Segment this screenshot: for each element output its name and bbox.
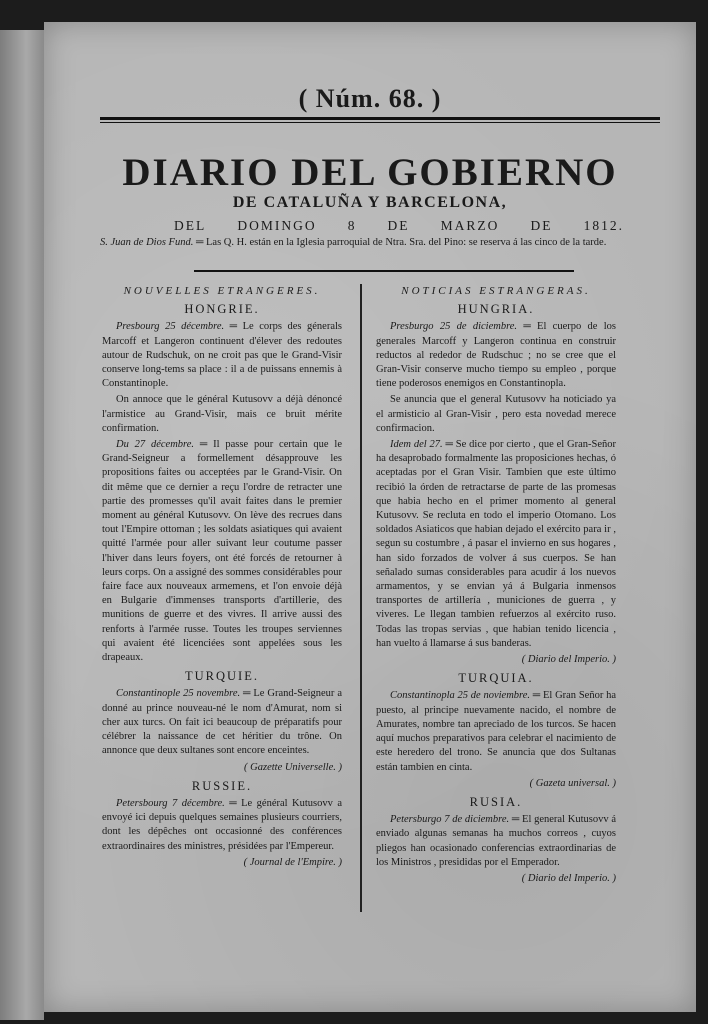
date-part: 1812. bbox=[583, 218, 624, 233]
column-spanish bbox=[376, 284, 616, 890]
source-attribution: ( Gazette Universelle. ) bbox=[244, 761, 342, 773]
article-paragraph bbox=[376, 438, 616, 651]
article-text: Se anuncia que el general Kutusovv ha noticiado ya el armisticio al Gran-Visir , pero esta novedad merece confirmacion. bbox=[376, 394, 616, 434]
dateline-place: Petersburgo 7 de diciembre. bbox=[390, 814, 510, 826]
header-bottom-rule bbox=[194, 270, 574, 272]
dateline-place: Idem del 27. bbox=[390, 439, 443, 451]
masthead-subtitle: DE CATALUÑA Y BARCELONA, bbox=[232, 194, 508, 211]
dateline-place: Presburgo 25 de diciembre. bbox=[390, 321, 518, 333]
article-paragraph bbox=[102, 438, 342, 665]
notice-text: ═ Las Q. H. están en la Iglesia parroquial de Ntra. Sra. del Pino: se reserva á las cinco de la tarde. bbox=[193, 237, 607, 248]
article-paragraph bbox=[102, 320, 342, 391]
article-paragraph bbox=[376, 689, 616, 774]
source-attribution: ( Journal de l'Empire. ) bbox=[243, 856, 342, 868]
column-french bbox=[102, 284, 342, 874]
article-text: ═ El general Kutusovv á enviado algunas semanas ha muchos correos , cuyos pliegos han ocasionado conferencias extraordinarias de los Ministros , presididas por el Emperador. bbox=[376, 814, 616, 868]
dateline-place: Constantinopla 25 de noviembre. bbox=[390, 690, 531, 702]
column-heading: NOTICIAS ESTRANGERAS. bbox=[401, 285, 591, 297]
date-part: 8 bbox=[347, 218, 357, 233]
section-title: HUNGRIA. bbox=[457, 302, 535, 317]
date-part: DOMINGO bbox=[237, 218, 317, 233]
article-paragraph bbox=[376, 393, 616, 436]
top-rule-thin bbox=[100, 122, 660, 123]
dateline-place: Presbourg 25 décembre. bbox=[116, 321, 225, 333]
article-paragraph bbox=[376, 320, 616, 391]
article-paragraph bbox=[102, 687, 342, 758]
article-text: ═ El cuerpo de los generales Marcoff y Langeron continua en construir reductos al rededor de Rudschuc ; no se cree que el Gran-Visir conserve mucho tiempo su empleo , porque tiene poderosos enemigos en Constantinopla. bbox=[376, 321, 616, 390]
article-text: ═ Le corps des génerals Marcoff et Langeron continuent d'élever des redoutes autour de Rudschuk, on ne croit pas que le Grand-Visir conserve long-tems sa place : il a de puissans ennemis à Constantinople. bbox=[102, 321, 343, 390]
date-part: DEL bbox=[174, 218, 207, 233]
section-title: RUSSIE. bbox=[191, 778, 253, 793]
dateline-place: Petersbourg 7 décembre. bbox=[116, 797, 225, 809]
date-part: DE bbox=[387, 218, 410, 233]
article-paragraph bbox=[376, 813, 616, 870]
article-text: On annoce que le général Kutusovv a déjà dénoncé l'armistice au Grand-Visir, mais ce bruit mérite confirmation. bbox=[102, 394, 342, 434]
date-part: MARZO bbox=[440, 218, 500, 233]
article-paragraph bbox=[102, 797, 342, 854]
section-title: TURQUIA. bbox=[458, 671, 534, 686]
masthead-title: DIARIO DEL GOBIERNO bbox=[122, 151, 618, 194]
issue-number: ( Núm. 68. ) bbox=[298, 84, 442, 113]
source-attribution: ( Diario del Imperio. ) bbox=[521, 654, 616, 666]
church-notice bbox=[100, 236, 660, 250]
dateline-place: Constantinople 25 novembre. bbox=[116, 688, 241, 700]
article-text: ═ Se dice por cierto , que el Gran-Señor ha desaprobado formalmente las proposiciones hechas, ó aceptadas por el Gran Visir. Tambien que este último recibió la órden de retractarse de parte de las promesas que habia hecho en el primer momento al general Kutusovv. Se recluta en todo el imperio Otomano. Los soldados Asiaticos que habian dejado el exército para ir , segun su costumbre , á pasar el invierno en sus hogares , han sido forzados de volver á sus cuerpos. Se han señalado sumas considerables para acudir á los nuevos armamentos, y se envian yá á Bulgaria inmensos transportes de artillería , municiones de guerra , y viveres. Le llegan tambien refuerzos al exército ruso. Todas las tropas servias , que habian tenido licencia , han vuelto á llamarse á sus banderas. bbox=[376, 439, 616, 649]
article-paragraph bbox=[102, 393, 342, 436]
dateline-place: Du 27 décembre. bbox=[116, 439, 195, 451]
article-text: ═ Il passe pour certain que le Grand-Seigneur a formellement désapprouve les propositions faites ou acceptées par le Grand-Visir. On dit même que ce dernier a reçu l'ordre de retracter une partie des promesses qu'il avait faites dans le premier moment au général Kutusovv. On lève des recrues dans tout l'Empire ottoman ; les soldats asiatiques qui avaient quitté l'armée pour aller suivant leur coutume passer l'hiver dans leurs foyers, ont été forcés de retourner à leurs corps. On a assigné des sommes considérables pour faire face aux nouveaux armemens, et l'on envoie déjà en Bulgarie d'immenses transports d'artillerie, des munitions de guerre et des vivres. Il arrive aussi des renforts à l'armée russe. Toutes les troupes serviennes qui avaient été licenciées sont appelées sous les drapeaux. bbox=[102, 439, 342, 664]
date-part: DE bbox=[530, 218, 553, 233]
article-text: ═ Le Grand-Seigneur a donné au prince nouveau-né le nom d'Amurat, nom si cher aux turcs. On fait ici beaucoup de préparatifs pour célébrer la naissance de cet héritier du trône. On annonce que deux sultanes sont encore enceintes. bbox=[102, 688, 342, 757]
top-rule bbox=[100, 117, 660, 120]
dateline bbox=[174, 218, 624, 234]
newspaper-page bbox=[44, 22, 696, 1012]
article-text: ═ Le général Kutusovv a envoyé ici depuis quelques semaines plusieurs courriers, dont les dépêches ont occasionné des conférences extraordinaires des ministres, présidées par l'Empereur. bbox=[102, 797, 342, 852]
source-attribution: ( Diario del Imperio. ) bbox=[521, 872, 616, 884]
section-title: HONGRIE. bbox=[184, 302, 260, 317]
column-heading: NOUVELLES ETRANGERES. bbox=[123, 285, 321, 297]
source-attribution: ( Gazeta universal. ) bbox=[529, 777, 616, 789]
section-title: RUSIA. bbox=[469, 794, 523, 809]
notice-saint: S. Juan de Dios Fund. bbox=[100, 237, 194, 248]
column-divider bbox=[360, 284, 362, 912]
section-title: TURQUIE. bbox=[185, 669, 259, 684]
facing-page-edge bbox=[0, 30, 44, 1020]
article-text: ═ El Gran Señor ha puesto, al principe nuevamente nacido, el nombre de Amurates, nombre tan apreciado de los turcos. Se hacen aquí muchos preparativos para celebrar el nacimiento de este heredero del trono. Se anuncia que dos Sultanas están tambien en cinta. bbox=[376, 690, 616, 773]
